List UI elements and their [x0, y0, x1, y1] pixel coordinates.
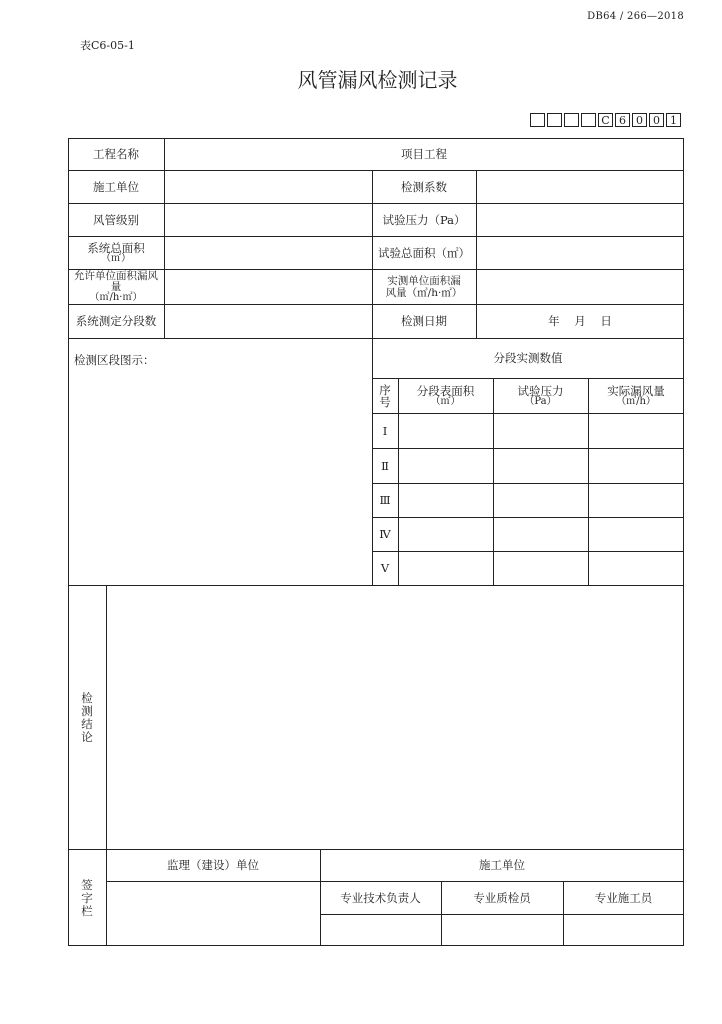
test-pressure-label: 试验压力（Pa）	[382, 212, 466, 227]
allowed-leak-label-line3: （㎥/h·㎡）	[89, 291, 143, 303]
col-area-header	[398, 378, 493, 413]
code-box[interactable]: 0	[632, 113, 647, 127]
project-name-label: 工程名称	[93, 147, 139, 161]
segments-label: 系统测定分段数	[75, 314, 157, 328]
allowed-leak-label	[68, 269, 164, 304]
signature-label: 签字栏	[81, 878, 93, 918]
tech-lead-signature-field[interactable]	[322, 916, 439, 944]
code-box[interactable]: C	[598, 113, 613, 127]
duct-level-field[interactable]	[164, 203, 372, 236]
construction-unit-label: 施工单位	[93, 179, 139, 194]
system-area-label	[68, 236, 164, 269]
test-date-label: 检测日期	[401, 314, 447, 328]
code-box[interactable]	[564, 113, 579, 127]
col-seq-line1: 序	[379, 382, 391, 397]
segment-row-label: Ⅲ	[379, 493, 391, 507]
code-box[interactable]	[581, 113, 596, 127]
construction-unit-field[interactable]	[164, 170, 372, 203]
system-area-label-line2: （㎡）	[101, 252, 131, 264]
test-area-field[interactable]	[476, 236, 684, 269]
measured-leak-label-line1: 实测单位面积漏	[387, 274, 461, 287]
code-box[interactable]: 6	[615, 113, 630, 127]
tech-lead-label: 专业技术负责人	[340, 890, 421, 905]
code-box[interactable]: 1	[666, 113, 681, 127]
segment-row-label: Ⅳ	[379, 527, 391, 541]
quality-inspector-label: 专业质检员	[473, 890, 531, 905]
measured-leak-field[interactable]	[476, 269, 684, 304]
col-pressure-line2: （Pa）	[524, 395, 557, 407]
col-pressure-line1: 试验压力	[517, 383, 564, 398]
measured-values-label: 分段实测数值	[493, 351, 563, 365]
col-leak-line1: 实际漏风量	[607, 383, 665, 398]
allowed-leak-label-line2: 量	[110, 280, 122, 293]
diagram-label: 检测区段图示：	[74, 353, 155, 367]
constructor-signature-field[interactable]	[565, 916, 682, 944]
segment-row-label: Ⅰ	[382, 423, 388, 438]
col-area-line1: 分段表面积	[416, 383, 475, 398]
diagram-area[interactable]	[70, 370, 370, 582]
col-seq-line2: 号	[379, 394, 391, 409]
measured-leak-label	[372, 269, 476, 304]
system-area-label-line1: 系统总面积	[87, 240, 145, 255]
code-box[interactable]	[530, 113, 545, 127]
conclusion-label: 检测结论	[81, 691, 93, 744]
segment-row-label: Ⅴ	[380, 561, 390, 575]
col-seq-header	[372, 378, 398, 413]
test-coefficient-label: 检测系数	[401, 179, 447, 194]
duct-level-label: 风管级别	[93, 212, 139, 227]
supervision-signature-field[interactable]	[108, 883, 318, 944]
standard-number: DB64 / 266—2018	[587, 11, 684, 22]
quality-inspector-signature-field[interactable]	[443, 916, 561, 944]
col-leak-header	[588, 378, 684, 413]
constructor-label: 专业施工员	[594, 890, 653, 905]
col-leak-line2: （㎥/h）	[616, 395, 656, 407]
code-box[interactable]: 0	[649, 113, 664, 127]
segment-row-label: Ⅱ	[381, 458, 389, 473]
allowed-leak-label-line1: 允许单位面积漏风	[74, 269, 158, 282]
supervision-unit-label: 监理（建设）单位	[167, 858, 259, 872]
system-area-field[interactable]	[164, 236, 372, 269]
project-name-value[interactable]: 项目工程	[401, 147, 447, 161]
test-area-label: 试验总面积（㎡）	[378, 245, 470, 260]
allowed-leak-field[interactable]	[164, 269, 372, 304]
test-coefficient-field[interactable]	[476, 170, 684, 203]
form-number: 表C6-05-1	[80, 39, 135, 52]
col-area-line2: （㎡）	[430, 395, 461, 407]
test-date-field[interactable]: 年 月 日	[548, 314, 612, 328]
construction-unit-sign-label: 施工单位	[479, 858, 525, 872]
conclusion-field[interactable]	[108, 587, 682, 847]
col-pressure-header	[493, 378, 588, 413]
segments-field[interactable]	[164, 304, 372, 338]
measured-leak-label-line2: 风量（㎥/h·㎡）	[385, 286, 463, 299]
code-box[interactable]	[547, 113, 562, 127]
page-title: 风管漏风检测记录	[297, 68, 458, 92]
test-pressure-field[interactable]	[476, 203, 684, 236]
